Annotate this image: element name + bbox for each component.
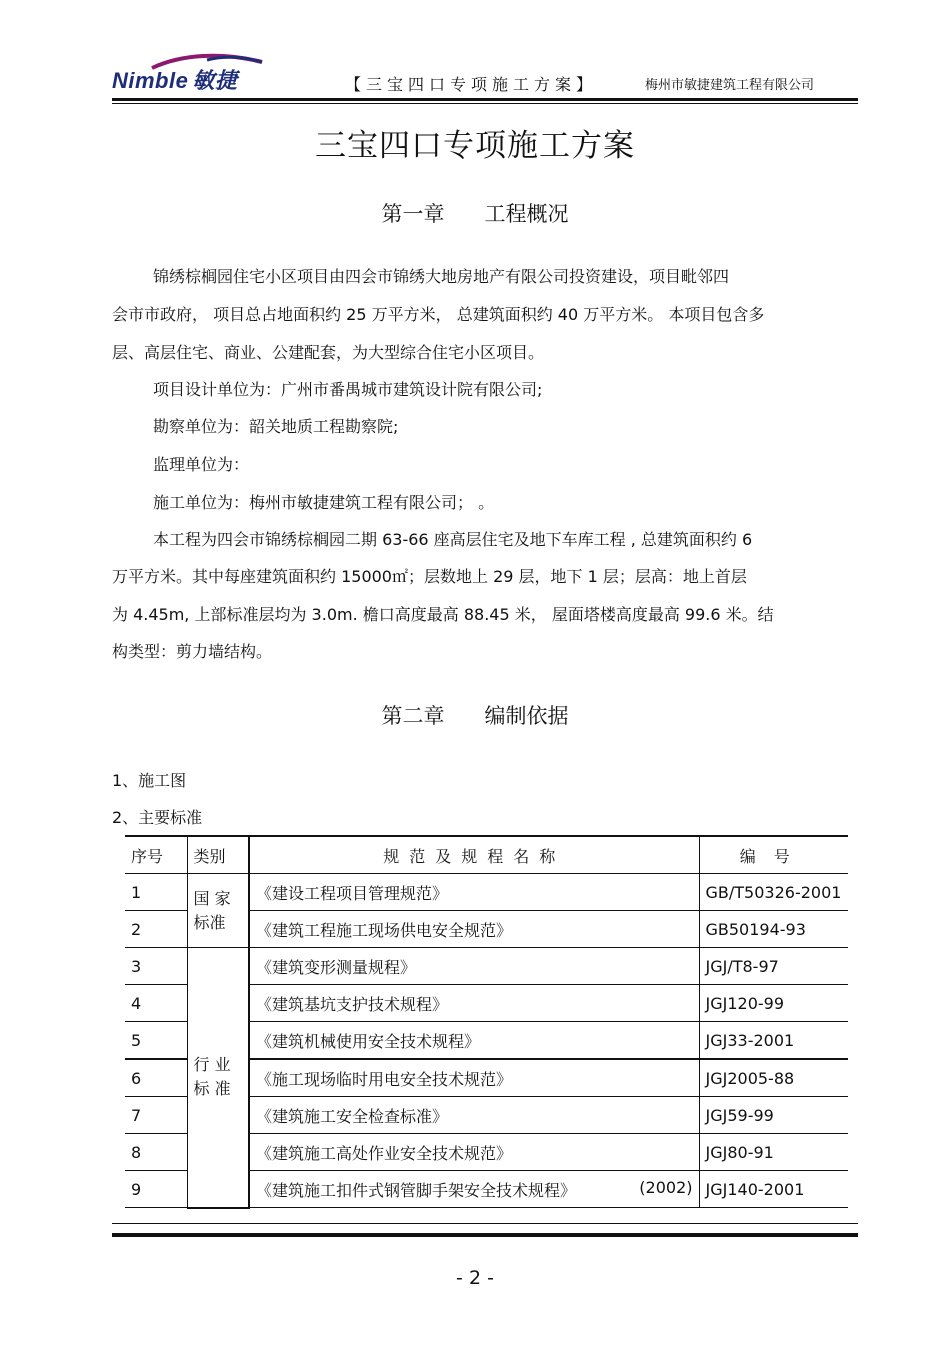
table-header-row xyxy=(125,836,848,874)
paragraph-line: 构类型：剪力墙结构。 xyxy=(112,642,273,661)
supervision-unit: 监理单位为： xyxy=(153,455,250,474)
header-no: 序号 xyxy=(125,836,187,874)
footer-rule-thin xyxy=(112,1223,858,1224)
chapter2-heading: 第二章 编制依据 xyxy=(381,704,569,728)
row-no: 9 xyxy=(125,1171,187,1208)
row-name-suffix: (2002) xyxy=(639,1177,693,1197)
standards-table xyxy=(125,835,848,1209)
row-no: 3 xyxy=(125,948,187,985)
row-code: GB/T50326-2001 xyxy=(699,874,848,911)
list-item: 2、主要标准 xyxy=(112,808,203,827)
page-number: - 2 - xyxy=(456,1267,494,1289)
row-no: 1 xyxy=(125,874,187,911)
header-name: 规范及规程名称 xyxy=(249,836,699,874)
row-name: 《建设工程项目管理规范》 xyxy=(249,874,699,911)
table-row xyxy=(125,874,848,911)
row-name: 《建筑施工安全检查标准》 xyxy=(249,1097,699,1134)
paragraph-line: 为 4.45m, 上部标准层均为 3.0m. 檐口高度最高 88.45 米， 屋面塔楼高度最高 99.6 米。结 xyxy=(112,605,774,624)
chapter1-heading: 第一章 工程概况 xyxy=(381,202,569,226)
paragraph-line: 锦绣棕榈园住宅小区项目由四会市锦绣大地房地产有限公司投资建设，项目毗邻四 xyxy=(153,267,730,286)
survey-unit: 勘察单位为：韶关地质工程勘察院; xyxy=(153,417,399,436)
row-no: 5 xyxy=(125,1022,187,1060)
row-no: 4 xyxy=(125,985,187,1022)
brand-name xyxy=(112,64,237,95)
paragraph-line: 万平方米。其中每座建筑面积约 15000㎡；层数地上 29 层，地下 1 层；层高：地上首层 xyxy=(112,567,747,586)
row-code: JGJ80-91 xyxy=(699,1134,848,1171)
row-name: 《施工现场临时用电安全技术规范》 xyxy=(249,1059,699,1097)
header-rule xyxy=(112,98,858,101)
row-name: 《建筑基坑支护技术规程》 xyxy=(249,985,699,1022)
category-industry: 行 业 标 准 xyxy=(187,948,249,1208)
row-name: 《建筑机械使用安全技术规程》 xyxy=(249,1022,699,1060)
row-no: 7 xyxy=(125,1097,187,1134)
row-code: JGJ2005-88 xyxy=(699,1059,848,1097)
list-item: 1、施工图 xyxy=(112,771,187,790)
category-national: 国 家 标准 xyxy=(187,874,249,948)
footer-rule xyxy=(112,1233,858,1237)
header-doc-title: 【三宝四口专项施工方案】 xyxy=(345,75,598,94)
row-code: JGJ140-2001 xyxy=(699,1171,848,1208)
row-code: GB50194-93 xyxy=(699,911,848,948)
row-code: JGJ/T8-97 xyxy=(699,948,848,985)
header-category: 类别 xyxy=(187,836,249,874)
row-name-cell xyxy=(249,1171,699,1208)
company-logo xyxy=(112,50,272,98)
row-code: JGJ120-99 xyxy=(699,985,848,1022)
design-unit: 项目设计单位为：广州市番禺城市建筑设计院有限公司; xyxy=(153,380,543,399)
paragraph-line: 会市市政府， 项目总占地面积约 25 万平方米， 总建筑面积约 40 万平方米。 本项目包含多 xyxy=(112,305,765,324)
row-code: JGJ59-99 xyxy=(699,1097,848,1134)
table-row xyxy=(125,948,848,985)
brand-cn: 敏捷 xyxy=(192,68,238,93)
paragraph-line: 层、高层住宅、商业、公建配套，为大型综合住宅小区项目。 xyxy=(112,343,545,362)
row-no: 8 xyxy=(125,1134,187,1171)
paragraph-line: 本工程为四会市锦绣棕榈园二期 63-66 座高层住宅及地下车库工程 , 总建筑面积约 6 xyxy=(153,530,753,549)
header-rule-thin xyxy=(112,103,858,104)
row-no: 2 xyxy=(125,911,187,948)
construction-unit: 施工单位为：梅州市敏捷建筑工程有限公司； 。 xyxy=(153,493,495,512)
brand-en: Nimble xyxy=(112,68,189,93)
row-no: 6 xyxy=(125,1059,187,1097)
row-name: 《建筑施工扣件式钢管脚手架安全技术规程》 xyxy=(256,1180,577,1200)
row-name: 《建筑变形测量规程》 xyxy=(249,948,699,985)
header-code: 编号 xyxy=(699,836,848,874)
row-name: 《建筑工程施工现场供电安全规范》 xyxy=(249,911,699,948)
document-title: 三宝四口专项施工方案 xyxy=(315,128,635,164)
row-code: JGJ33-2001 xyxy=(699,1022,848,1060)
row-name: 《建筑施工高处作业安全技术规范》 xyxy=(249,1134,699,1171)
header-company: 梅州市敏捷建筑工程有限公司 xyxy=(645,78,815,93)
